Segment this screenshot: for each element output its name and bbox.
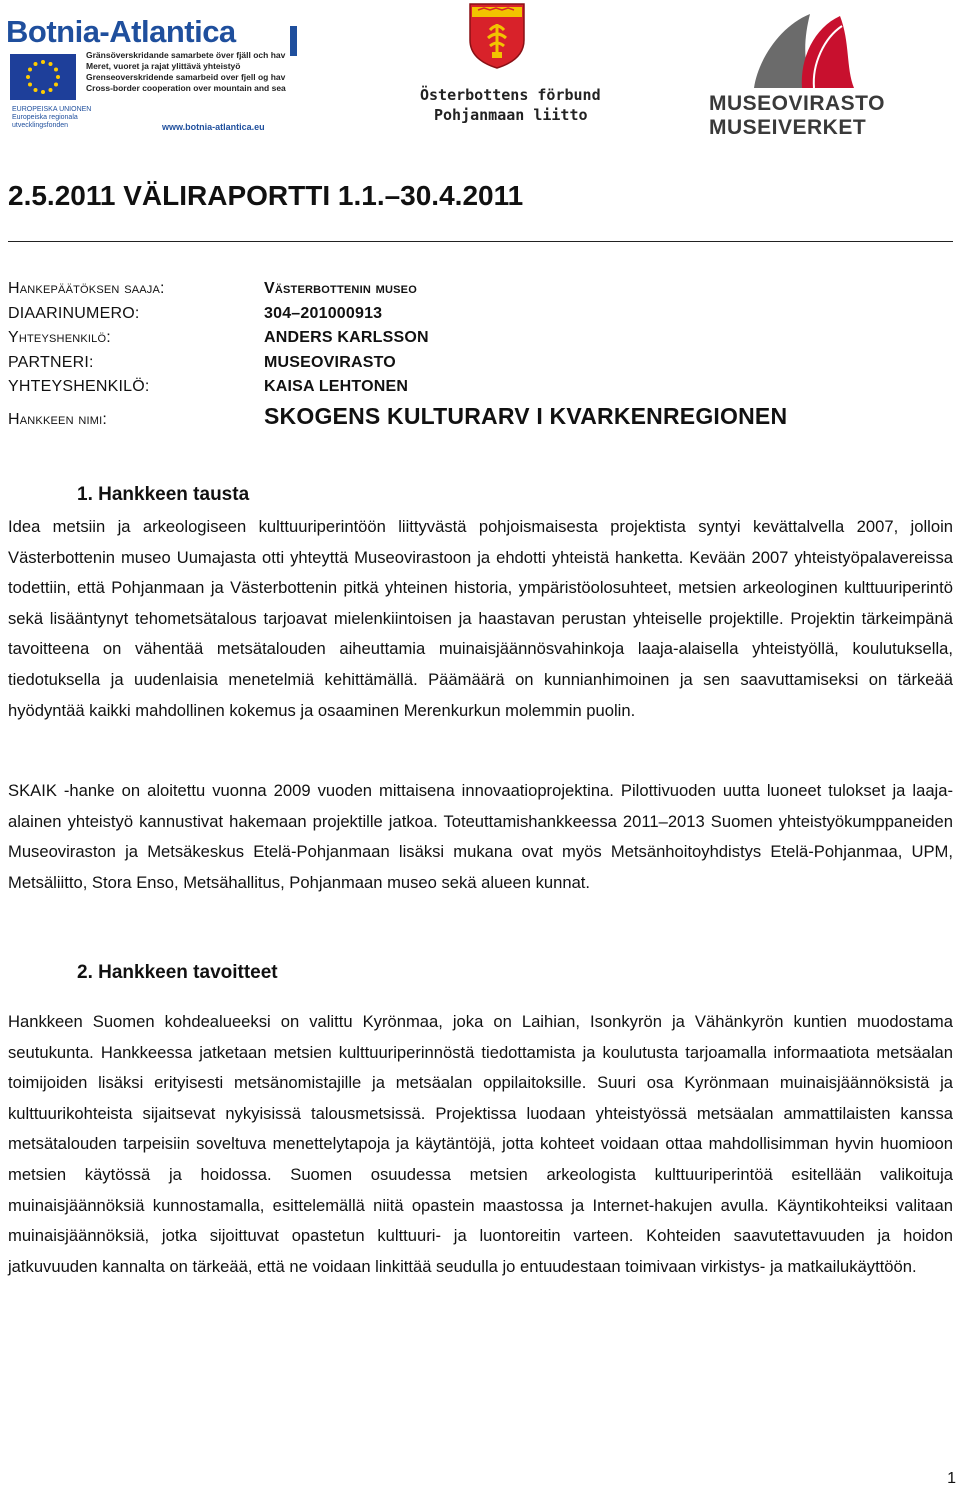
botnia-url: www.botnia-atlantica.eu (162, 122, 265, 132)
meta-value: MUSEOVIRASTO (264, 353, 396, 371)
museovirasto-mark-icon (744, 8, 864, 92)
page-number: 1 (947, 1470, 956, 1487)
meta-row (8, 329, 948, 354)
meta-row (8, 305, 948, 330)
meta-row (8, 403, 948, 437)
title-rule (8, 241, 953, 242)
meta-row (8, 378, 948, 403)
botnia-flag-strip (290, 26, 297, 56)
osterbotten-crest-icon (466, 0, 528, 70)
header-logos (0, 0, 960, 150)
eu-flag-icon (10, 54, 76, 100)
meta-label: PARTNERI: (8, 353, 94, 371)
meta-label: Hankepäätöksen saaja: (8, 280, 165, 297)
meta-label: DIAARINUMERO: (8, 304, 140, 322)
botnia-atlantica-title: Botnia-Atlantica (6, 14, 236, 49)
museiverket-line: MUSEIVERKET (709, 116, 867, 139)
osterbottens-forbund-logo (418, 0, 601, 135)
meta-label: Hankkeen nimi: (8, 410, 108, 428)
meta-value: Västerbottenin museo (264, 280, 417, 297)
meta-row (8, 354, 948, 379)
museovirasto-line: MUSEOVIRASTO (709, 92, 885, 115)
meta-label: Yhteyshenkilö: (8, 329, 111, 346)
botnia-atlantica-logo (6, 8, 296, 133)
museovirasto-logo (704, 8, 904, 138)
meta-value: ANDERS KARLSSON (264, 329, 429, 346)
project-name-value: SKOGENS KULTURARV I KVARKENREGIONEN (264, 402, 788, 429)
section-paragraph: SKAIK -hanke on aloitettu vuonna 2009 vuoden mittaisena innovaatioprojektina. Pilottivuoden uutta luoneet tulokset ja laaja-alainen yhteistyö kannustivat hakemaan projektille jatkoa. Toteuttamishankkeessa 2011–2013 Suomen yhteistyökumppaneiden Museoviraston ja Metsäkeskus Etelä-Pohjanmaan lisäksi mukana ovat myös Metsänhoitoyhdistys Etelä-Pohjanmaa, UPM, Metsäliitto, Stora Enso, Metsähallitus, Pohjanmaan museo sekä alueen kunnat. (8, 781, 953, 892)
meta-row (8, 280, 948, 305)
section-heading: 2. Hankkeen tavoitteet (77, 962, 278, 983)
eu-fund-label: EUROPEISKA UNIONEN Europeiska regionala utvecklingsfonden (12, 106, 92, 129)
report-title: 2.5.2011 VÄLIRAPORTTI 1.1.–30.4.2011 (8, 180, 524, 211)
project-meta (8, 280, 948, 437)
section-paragraph: Idea metsiin ja arkeologiseen kulttuuriperintöön liittyvästä pohjoismaisesta projektista syntyi kevättalvella 2007, jolloin Västerbottenin museo Uumajasta otti yhteyttä Museovirastoon ja ehdotti yhteistä hanketta. Kevään 2007 yhteistyöpalavereissa todettiin, että Pohjanmaan ja Västerbottenin pitkä yhteinen historia, ympäristöolosuhteet, metsien arkeologinen kulttuuriperintö sekä lisääntynyt tehometsätalous tarjoavat mielenkiintoisen ja haastavan perustan yhteiselle projektille. Projektin tärkeimpänä tavoitteena on vähentää metsätalouden aiheuttamia muinaisjäännösvahinkoja laaja-alaisella yhteistyöllä, koulutuksella, tiedotuksella ja uudenlaisia menetelmiä kehittämällä. Päämäärä on kunnianhimoinen ja sen saavuttamiseksi on tärkeää hyödyntää kaikki mahdollinen kokemus ja osaaminen Merenkurkun molemmin puolin. (8, 517, 953, 720)
meta-value: KAISA LEHTONEN (264, 378, 409, 395)
osterbottens-forbund-name: Österbottens förbund (420, 86, 601, 104)
section-heading: 1. Hankkeen tausta (77, 484, 250, 505)
meta-label: YHTEYSHENKILÖ: (8, 378, 150, 395)
meta-value: 304–201000913 (264, 304, 383, 322)
botnia-tagline: Gränsöverskridande samarbete över fjäll och hav Meret, vuoret ja rajat ylittävä yhteistyö Grenseoverskridende samarbeid over fjell og hav Cross-border cooperation over mountain and sea (86, 50, 286, 93)
section-paragraph: Hankkeen Suomen kohdealueeksi on valittu Kyrönmaa, joka on Laihian, Isonkyrön ja Vähänkyrön kuntien muodostama seutukunta. Hankkeessa jatketaan metsien kulttuuriperinnöstä tiedottamista ja koulutusta tarjoamalla informaatiota metsäalan toimijoiden lisäksi erityisesti metsänomistajille ja metsäalan oppilaitoksille. Suuri osa Kyrönmaan muinaisjäännöksistä ja kulttuurikohteista sijaitsevat nykyisissä talousmetsissä. Projektissa luodaan yhteistyössä metsäalan ammattilaisten kanssa metsätalouden tarpeisiin soveltuva menettelytapoja ja käytäntöjä, jotta kohteet voidaan ottaa mahdollisimman hyvin huomioon metsien käytössä ja hoidossa. Suomen osuudessa metsien arkeologista kulttuuriperintöä esitellään valikoituja muinaisjäännöksiä kunnostamalla, esittelemällä niitä opastein maastossa ja Internet-hakujen avulla. Käyntikohteiksi valitaan muinaisjäännöksiä, jotka sijoittuvat opastetun kulttuuri- ja luontoreitin varteen. Kohteiden saavutettavuuden ja hoidon jatkuvuuden kannalta on tärkeää, että ne voidaan linkittää seudulla jo entuudestaan toimivaan virkistys- ja matkailukäyttöön. (8, 1012, 953, 1276)
pohjanmaan-liitto-name: Pohjanmaan liitto (434, 106, 588, 124)
